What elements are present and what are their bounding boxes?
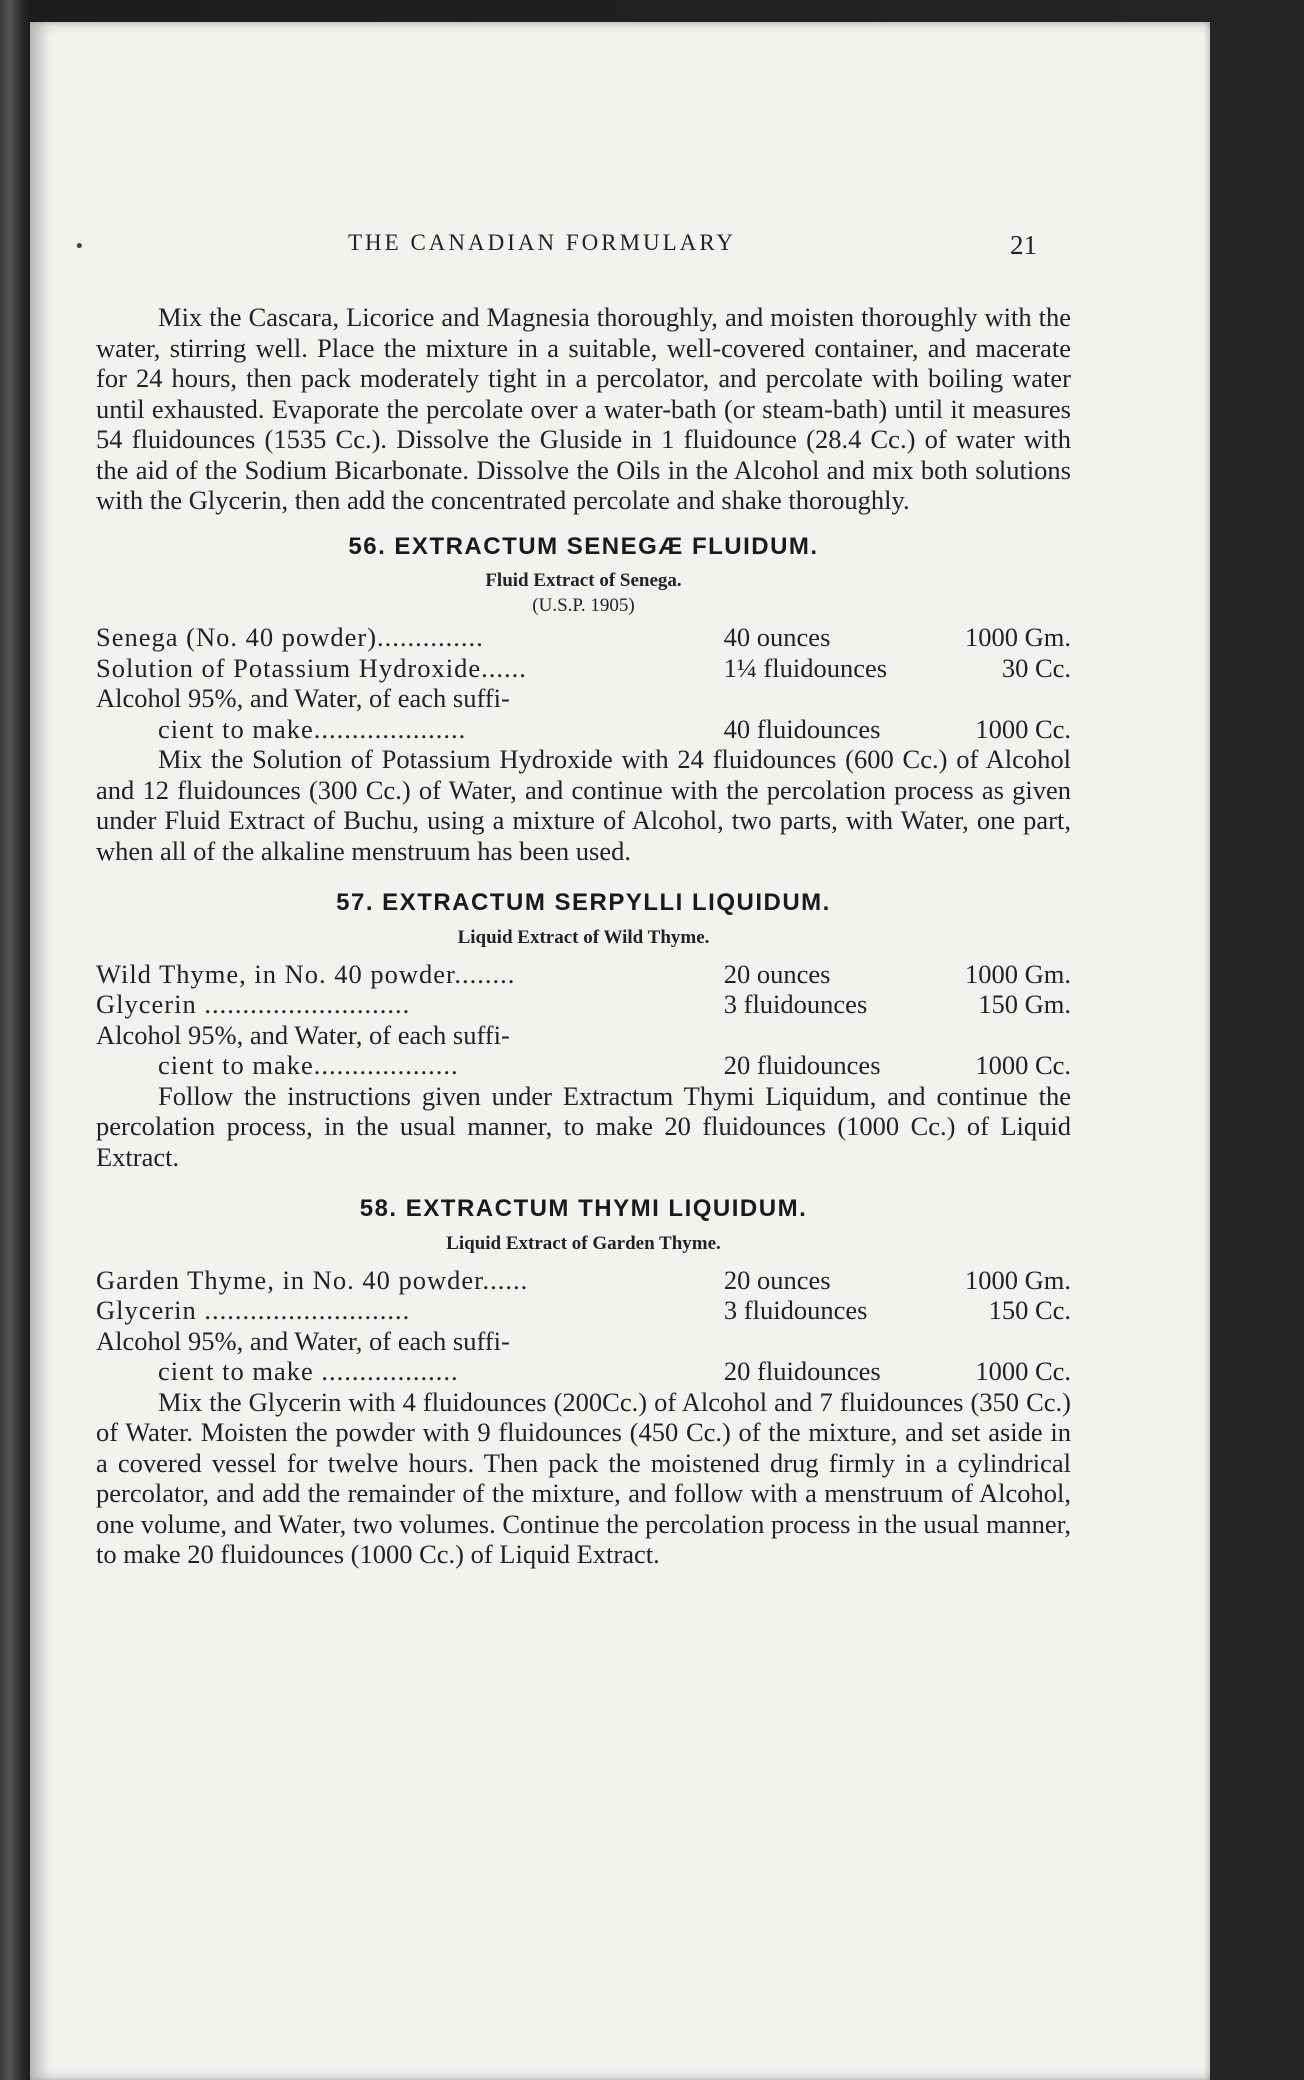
formula-row (96, 1265, 1071, 1296)
ingredient-metric: 30 Cc. (1001, 652, 1071, 683)
ingredient-quantity: 20 ounces (723, 1264, 831, 1295)
section-58 (96, 1194, 1071, 1570)
ingredient-quantity: 40 fluidounces (723, 713, 881, 744)
section-heading: 58. EXTRACTUM THYMI LIQUIDUM. (359, 1195, 808, 1222)
ingredient-metric: 1000 Cc. (975, 1356, 1071, 1386)
ingredient-quantity: 20 fluidounces (723, 1356, 881, 1386)
ingredient-metric: 150 Cc. (988, 1295, 1071, 1325)
formula-table (96, 959, 1071, 1081)
ingredient-name: Alcohol 95%, and Water, of each suffi- (96, 1019, 510, 1050)
formula-row (96, 683, 1071, 714)
ingredient-name: Garden Thyme, in No. 40 powder...... (96, 1264, 529, 1295)
formula-row (96, 1326, 1071, 1357)
section-paragraph: Mix the Solution of Potassium Hydroxide with 24 fluidounces (600 Cc.) of Alcohol and 12 fluidounces (300 Cc.) of Water, and continue with the percolation process as given under Fluid Extract of Buchu, using a mixture of Alcohol, two parts, with Water, one part, when all of the alkaline menstruum has been used. (96, 744, 1071, 866)
running-title: THE CANADIAN FORMULARY (348, 230, 737, 255)
ingredient-name: Alcohol 95%, and Water, of each suffi- (96, 1325, 510, 1356)
ingredient-name: cient to make .................. (158, 1356, 459, 1386)
ingredient-quantity: 3 fluidounces (723, 989, 868, 1019)
formula-table (96, 1265, 1071, 1387)
ingredient-name: Alcohol 95%, and Water, of each suffi- (96, 683, 510, 713)
ingredient-metric: 1000 Cc. (975, 713, 1071, 744)
section-paragraph: Mix the Glycerin with 4 fluidounces (200Cc.) of Alcohol and 7 fluidounces (350 Cc.) of Water. Moisten the powder with 9 fluidounces (450 Cc.) of the mixture, and set aside in a covered vessel for twelve hours. Then pack the moistened drug firmly in a cylindrical percolator, and add the remainder of the mixture, and follow with a menstruum of Alcohol, one volume, and Water, two volumes. Continue the percolation process in the usual manner, to make 20 fluidounces (1000 Cc.) of Liquid Extract. (96, 1386, 1071, 1569)
section-56 (96, 532, 1071, 867)
page-number: 21 (1010, 230, 1037, 260)
formula-row (96, 1356, 1071, 1387)
ingredient-metric: 1000 Gm. (965, 622, 1071, 652)
ingredient-metric: 1000 Gm. (965, 1264, 1071, 1295)
ingredient-name: Wild Thyme, in No. 40 powder........ (96, 958, 516, 989)
section-paragraph: Follow the instructions given under Extractum Thymi Liquidum, and continue the percolation process, in the usual manner, to make 20 fluidounces (1000 Cc.) of Liquid Extract. (96, 1080, 1071, 1172)
section-subheading: Liquid Extract of Garden Thyme. (446, 1232, 721, 1254)
section-heading: 57. EXTRACTUM SERPYLLI LIQUIDUM. (336, 889, 831, 916)
ingredient-quantity: 20 ounces (723, 958, 831, 989)
formula-row (96, 1020, 1071, 1051)
margin-mark: • (74, 236, 85, 257)
ingredient-metric: 1000 Gm. (965, 958, 1071, 989)
ingredient-name: Glycerin ........................... (96, 989, 411, 1019)
running-header (30, 230, 1210, 270)
section-subheading: Fluid Extract of Senega. (485, 570, 682, 591)
section-subheading: Liquid Extract of Wild Thyme. (457, 926, 710, 948)
ingredient-name: Solution of Potassium Hydroxide...... (96, 652, 527, 683)
ingredient-quantity: 3 fluidounces (723, 1295, 868, 1325)
formula-row (96, 1295, 1071, 1326)
ingredient-metric: 150 Gm. (978, 989, 1071, 1019)
formula-row (96, 989, 1071, 1020)
page-content (96, 302, 1071, 1570)
ingredient-name: cient to make.................... (158, 713, 467, 744)
section-57 (96, 888, 1071, 1172)
formula-row (96, 714, 1071, 745)
intro-paragraph: Mix the Cascara, Licorice and Magnesia thoroughly, and moisten thoroughly with the water, stirring well. Place the mixture in a suitable, well-covered container, and macerate for 24 hours, then pack moderately tight in a percolator, and percolate with boiling water until exhausted. Evaporate the percolate over a water-bath (or steam-bath) until it measures 54 fluidounces (1535 Cc.). Dissolve the Gluside in 1 fluidounce (28.4 Cc.) of water with the aid of the Sodium Bicarbonate. Dissolve the Oils in the Alcohol and mix both solutions with the Glycerin, then add the concentrated percolate and shake thoroughly. (96, 302, 1071, 515)
formula-row (96, 1050, 1071, 1081)
section-heading: 56. EXTRACTUM SENEGÆ FLUIDUM. (348, 532, 819, 560)
ingredient-quantity: 1¼ fluidounces (723, 652, 888, 683)
ingredient-metric: 1000 Cc. (975, 1050, 1071, 1080)
ingredient-quantity: 40 ounces (723, 622, 831, 652)
formula-table (96, 622, 1071, 744)
ingredient-name: Glycerin ........................... (96, 1295, 411, 1325)
book-page (30, 22, 1210, 2080)
formula-row (96, 959, 1071, 990)
formula-row (96, 653, 1071, 684)
ingredient-name: cient to make................... (158, 1050, 459, 1080)
ingredient-name: Senega (No. 40 powder).............. (96, 622, 484, 652)
ingredient-quantity: 20 fluidounces (723, 1050, 881, 1080)
section-note: (U.S.P. 1905) (532, 595, 635, 616)
formula-row (96, 622, 1071, 653)
